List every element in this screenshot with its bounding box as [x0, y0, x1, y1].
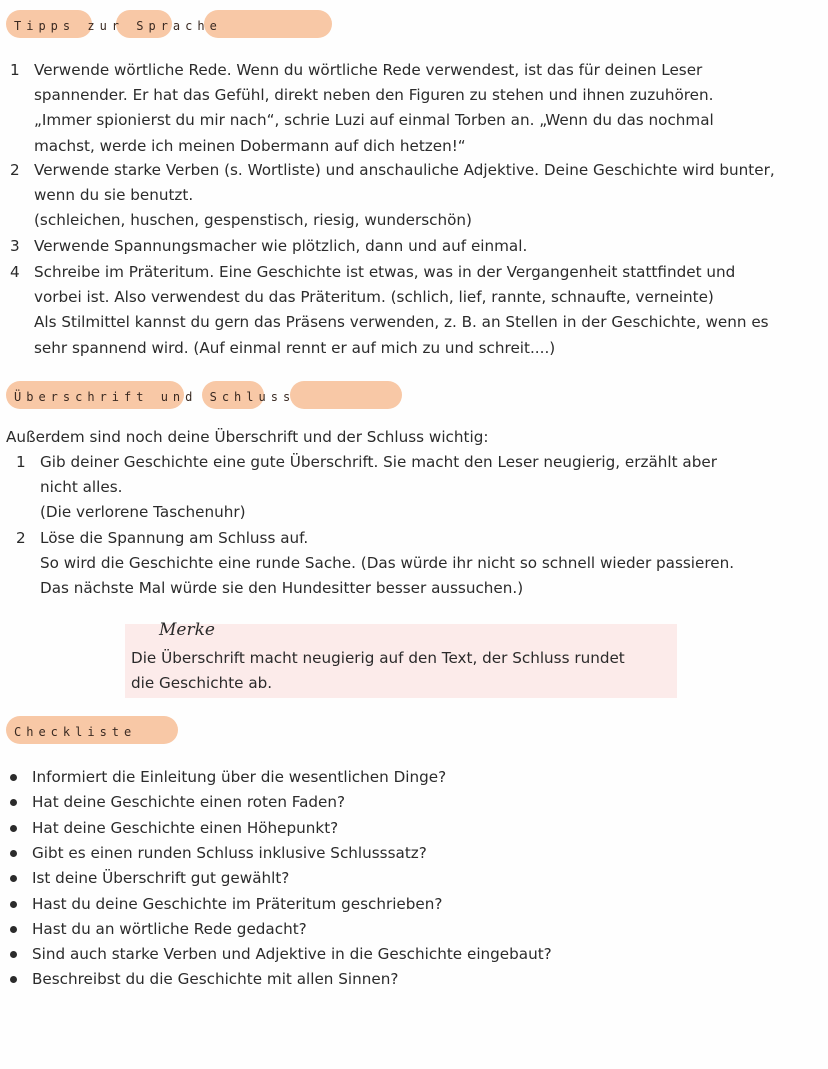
item-line: machst, werde ich meinen Dobermann auf dich hetzen!“: [34, 136, 466, 155]
item-number: 3: [10, 237, 20, 255]
heading-sprache: [6, 6, 336, 42]
heading-checkliste-text: Checkliste: [14, 725, 137, 739]
checklist-item: Hat deine Geschichte einen roten Faden?: [32, 793, 346, 812]
item-number: 1: [16, 453, 26, 471]
item-line: Gib deiner Geschichte eine gute Überschrift. Sie macht den Leser neugierig, erzählt aber: [40, 453, 717, 471]
merke-line: die Geschichte ab.: [131, 674, 273, 692]
checklist-item: Sind auch starke Verben und Adjektive in die Geschichte eingebaut?: [32, 945, 552, 964]
item-line: wenn du sie benutzt.: [34, 186, 194, 205]
heading-checkliste: [6, 712, 186, 748]
bullet-dot: [10, 976, 17, 983]
item-line: sehr spannend wird. (Auf einmal rennt er auf mich zu und schreit....): [34, 338, 556, 357]
item-line: Verwende starke Verben (s. Wortliste) und anschauliche Adjektive. Deine Geschichte wird bunter,: [34, 161, 775, 179]
item-line: Verwende wörtliche Rede. Wenn du wörtliche Rede verwendest, ist das für deinen Leser: [34, 61, 703, 79]
item-line: So wird die Geschichte eine runde Sache. (Das würde ihr nicht so schnell wieder passieren.: [40, 554, 735, 573]
item-line: (schleichen, huschen, gespenstisch, riesig, wunderschön): [34, 211, 472, 230]
bullet-dot: [10, 799, 17, 806]
item-line: (Die verlorene Taschenuhr): [40, 503, 246, 522]
bullet-dot: [10, 951, 17, 958]
bullet-dot: [10, 901, 17, 908]
bullet-dot: [10, 875, 17, 882]
bullet-dot: [10, 774, 17, 781]
checklist-item: Ist deine Überschrift gut gewählt?: [32, 869, 290, 888]
item-line: Als Stilmittel kannst du gern das Präsens verwenden, z. B. an Stellen in der Geschichte, wenn es: [34, 313, 769, 332]
checklist-item: Hat deine Geschichte einen Höhepunkt?: [32, 818, 339, 837]
item-number: 2: [16, 529, 26, 547]
item-number: 1: [10, 61, 20, 79]
item-line: Schreibe im Präteritum. Eine Geschichte ist etwas, was in der Vergangenheit stattfindet und: [34, 263, 736, 281]
checklist-item: Hast du deine Geschichte im Präteritum geschrieben?: [32, 894, 443, 913]
item-line: Löse die Spannung am Schluss auf.: [40, 529, 309, 547]
checklist-item: Gibt es einen runden Schluss inklusive Schlusssatz?: [32, 843, 427, 862]
item-number: 4: [10, 263, 20, 281]
checklist-item: Hast du an wörtliche Rede gedacht?: [32, 919, 307, 938]
ueberschrift-intro: Außerdem sind noch deine Überschrift und der Schluss wichtig:: [6, 428, 489, 446]
item-line: spannender. Er hat das Gefühl, direkt neben den Figuren zu stehen und ihnen zuzuhören.: [34, 86, 714, 105]
merke-signature: Merke: [159, 620, 215, 640]
heading-ueberschrift: [6, 377, 406, 413]
merke-note: [125, 620, 677, 698]
heading-ueberschrift-text: Überschrift und Schluss: [14, 390, 296, 404]
item-line: Verwende Spannungsmacher wie plötzlich, dann und auf einmal.: [34, 237, 528, 255]
item-line: nicht alles.: [40, 478, 123, 497]
merke-line: Die Überschrift macht neugierig auf den Text, der Schluss rundet: [131, 649, 625, 667]
bullet-dot: [10, 850, 17, 857]
heading-sprache-text: Tipps zur Sprache: [14, 19, 222, 33]
bullet-dot: [10, 926, 17, 933]
item-number: 2: [10, 161, 20, 179]
bullet-dot: [10, 825, 17, 832]
item-line: Das nächste Mal würde sie den Hundesitter besser aussuchen.): [40, 579, 524, 598]
item-line: vorbei ist. Also verwendest du das Präteritum. (schlich, lief, rannte, schnaufte, verneinte): [34, 288, 714, 307]
checklist-item: Informiert die Einleitung über die wesentlichen Dinge?: [32, 768, 447, 786]
checklist-item: Beschreibst du die Geschichte mit allen Sinnen?: [32, 970, 399, 989]
item-line: „Immer spionierst du mir nach“, schrie Luzi auf einmal Torben an. „Wenn du das nochmal: [34, 111, 714, 130]
